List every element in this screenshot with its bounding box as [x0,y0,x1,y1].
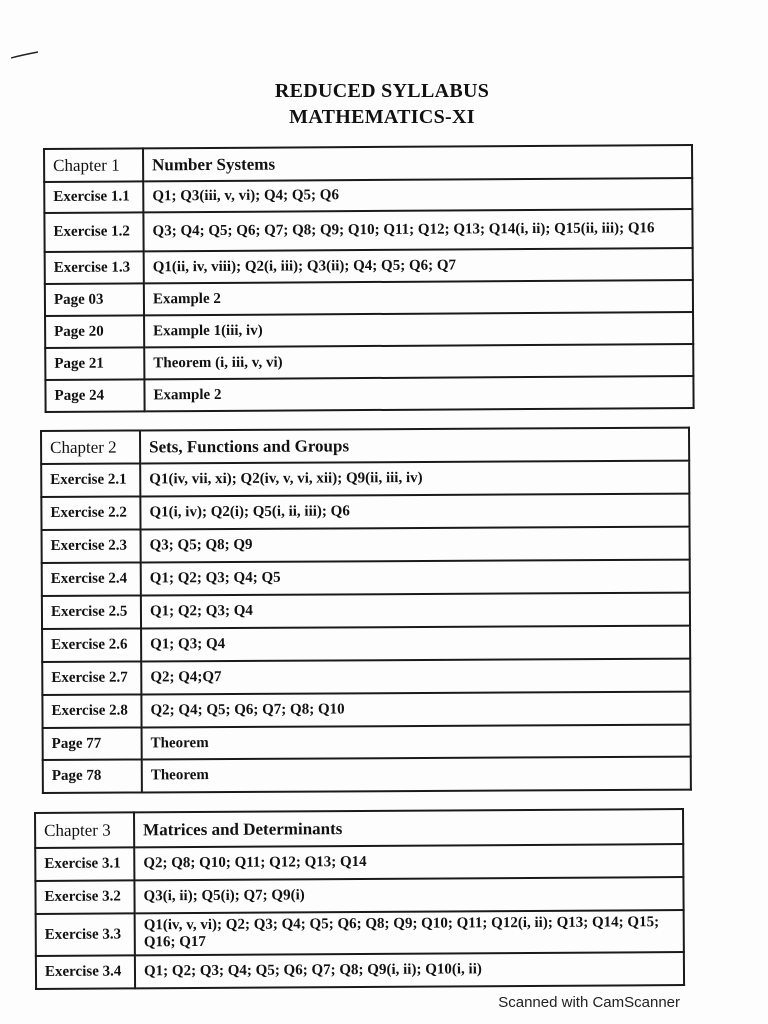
table-row [42,593,690,629]
scanner-watermark: Scanned with CamScanner [498,994,680,1011]
chapter-label: Chapter 1 [44,148,143,182]
table-row [43,757,691,793]
section-label: Exercise 2.8 [42,694,141,728]
section-label: Exercise 3.2 [35,880,134,914]
section-label: Page 03 [45,283,144,316]
section-questions: Q1; Q3; Q4 [141,626,690,662]
table-row [42,692,690,728]
section-label: Exercise 1.3 [45,251,144,284]
section-label: Page 21 [45,347,144,380]
section-questions: Q1(ii, iv, viii); Q2(i, iii); Q3(ii); Q4; Q5; Q6; Q7 [144,248,693,283]
section-questions: Q1(i, iv); Q2(i); Q5(i, ii, iii); Q6 [140,494,689,530]
table-row [41,461,689,497]
chapter-label: Chapter 2 [41,430,140,464]
chapter-header-row [44,145,692,182]
chapter-name: Matrices and Determinants [134,809,683,847]
table-row [42,560,690,596]
table-row [45,376,693,412]
section-questions: Q3; Q4; Q5; Q6; Q7; Q8; Q9; Q10; Q11; Q12; Q13; Q14(i, ii); Q15(ii, iii); Q16 [143,209,692,251]
section-questions: Q2; Q4; Q5; Q6; Q7; Q8; Q10 [141,692,690,728]
section-questions: Q1(iv, vii, xi); Q2(iv, v, vi, xii); Q9(ii, iii, iv) [140,461,689,497]
section-questions: Theorem [142,725,691,760]
section-label: Page 24 [45,379,144,412]
chapter-header-row [41,428,689,464]
section-label: Page 20 [45,315,144,348]
chapter-1-table [43,144,695,413]
chapter-label: Chapter 3 [35,812,134,848]
table-row [36,910,684,956]
table-row [43,725,691,760]
table-row [36,952,684,989]
section-questions: Q3(i, ii); Q5(i); Q7; Q9(i) [134,877,683,913]
table-row [45,344,693,380]
section-label: Exercise 3.1 [35,847,134,881]
section-label: Exercise 2.3 [42,529,141,563]
section-questions: Example 2 [144,376,693,411]
section-questions: Q1; Q2; Q3; Q4 [141,593,690,629]
section-label: Exercise 2.6 [42,628,141,662]
section-label: Exercise 3.3 [36,913,135,956]
chapter-3-table [34,808,685,990]
section-label: Exercise 2.5 [42,595,141,629]
section-questions: Q1; Q3(iii, v, vi); Q4; Q5; Q6 [143,178,692,212]
document-title: REDUCED SYLLABUS [274,80,490,102]
table-row [45,312,693,348]
section-label: Page 78 [43,759,142,793]
section-label: Exercise 1.2 [44,212,143,252]
section-label: Exercise 2.7 [42,661,141,695]
table-row [45,248,693,284]
section-label: Exercise 1.1 [44,181,143,213]
section-questions: Theorem [142,757,691,793]
section-label: Exercise 3.4 [36,955,135,989]
section-questions: Q1; Q2; Q3; Q4; Q5 [141,560,690,596]
chapter-name: Sets, Functions and Groups [140,428,689,464]
table-row [41,494,689,530]
chapter-header-row [35,809,683,848]
section-questions: Example 2 [144,280,693,315]
section-label: Page 77 [43,727,142,760]
chapter-2-table [40,427,692,794]
table-row [42,626,690,662]
section-label: Exercise 2.4 [42,562,141,596]
section-questions: Theorem (i, iii, v, vi) [144,344,693,379]
section-questions: Q1; Q2; Q3; Q4; Q5; Q6; Q7; Q8; Q9(i, ii); Q10(i, ii) [135,952,684,988]
table-row [44,209,692,252]
section-questions: Example 1(iii, iv) [144,312,693,347]
section-questions: Q2; Q8; Q10; Q11; Q12; Q13; Q14 [134,844,683,880]
table-row [35,844,683,881]
section-label: Exercise 2.1 [41,463,140,497]
section-questions: Q3; Q5; Q8; Q9 [141,527,690,563]
table-row [35,877,683,914]
table-row [45,280,693,316]
table-row [44,178,692,213]
table-row [42,527,690,563]
section-questions: Q1(iv, v, vi); Q2; Q3; Q4; Q5; Q6; Q8; Q9; Q10; Q11; Q12(i, ii); Q13; Q14; Q15; Q16; Q17 [135,910,684,955]
section-label: Exercise 2.2 [41,496,140,530]
table-row [42,659,690,695]
document-subtitle: MATHEMATICS-XI [289,106,475,128]
section-questions: Q2; Q4;Q7 [141,659,690,695]
pen-mark [10,50,40,60]
chapter-name: Number Systems [143,145,692,181]
